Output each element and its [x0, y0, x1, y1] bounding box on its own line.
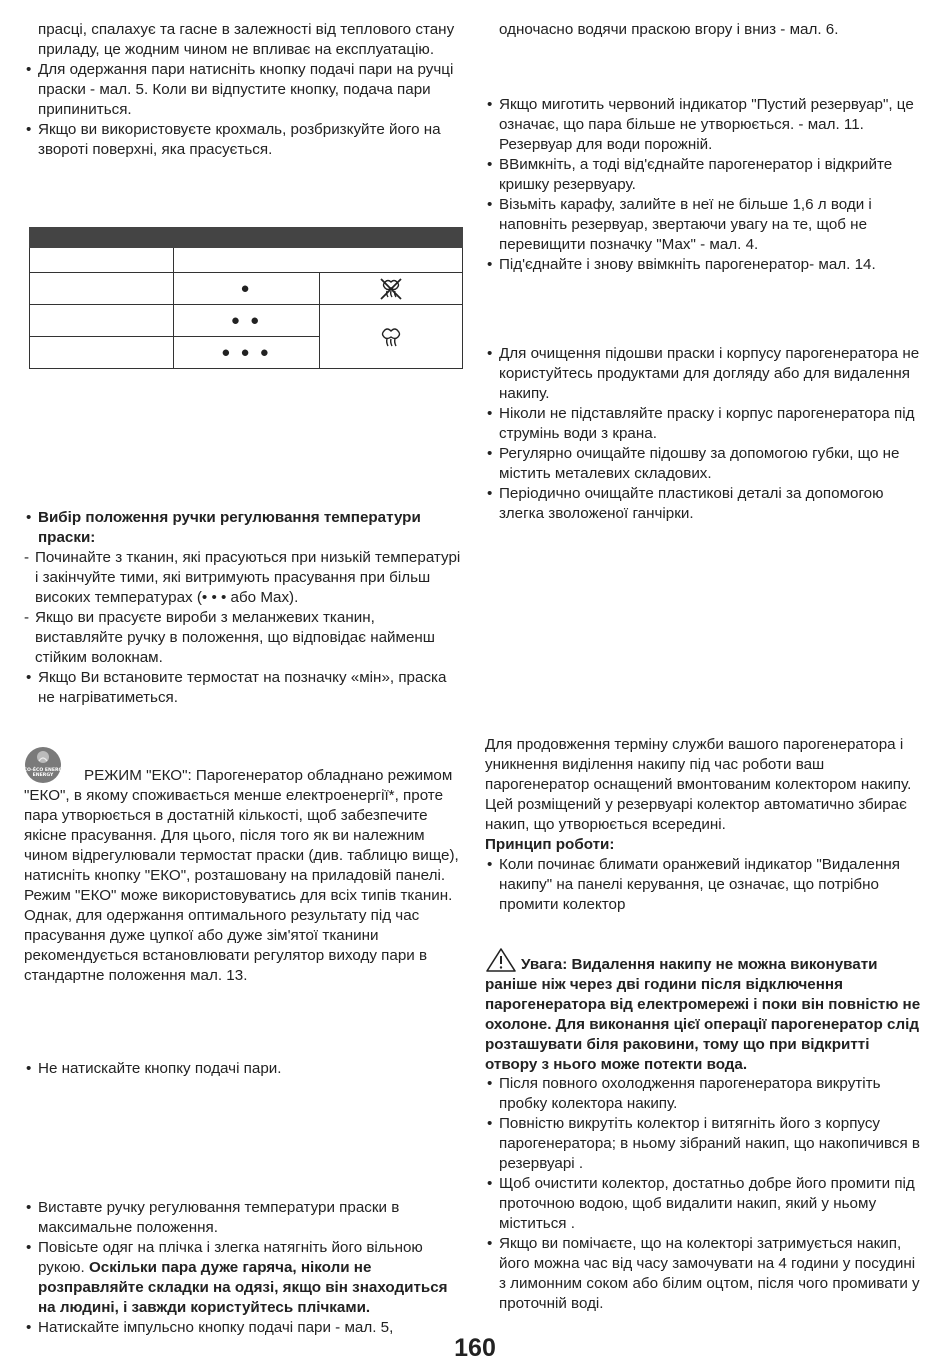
list-item — [24, 120, 464, 160]
list-item — [485, 1114, 925, 1174]
dash-marker: - — [24, 609, 30, 626]
continuation-paragraph: одночасно водячи праскою вгору і вниз - мал. 6. — [499, 21, 839, 38]
page-number: 160 — [454, 1334, 496, 1362]
refill-step: Якщо миготить червоний індикатор "Пустий резервуар", це означає, що пара більше не утворюється. - мал. 11. Резервуар для води порожній. — [499, 96, 914, 153]
eco-section — [24, 766, 464, 986]
bullet-icon: • — [487, 196, 493, 213]
no-steam-icon — [378, 277, 404, 301]
list-item — [24, 668, 464, 708]
eco-paragraph: РЕЖИМ "ЕКО": Парогенератор обладнано режимом "ЕКО", в якому споживається менше електроенергії*, проте пара утворюється в достатній кількості, щоб забезпечите якісне прасування. Для цього, після того як ви належним чином відрегулювали термостат праски (див. таблицю вище), натисніть кнопку "ЕКО", розташовану на приладовій панелі. Режим "ЕКО" може використовуватись для всіх типів тканин. Однак, для одержання оптимального результату під час прасування дуже цупкої або дуже зім'ятої тканини рекомендується встановлювати регулятор виходу пари в стандартне положення мал. 13. — [24, 767, 459, 984]
thermostat-note: Якщо Ви встановите термостат на позначку «мін», праска не нагріватиметься. — [38, 669, 447, 706]
intro-paragraph: прасці, спалахує та гасне в залежності від теплового стану приладу, це жодним чином не впливає на експлуатацію. — [38, 21, 455, 58]
bullet-icon: • — [26, 1239, 32, 1256]
list-item — [24, 1238, 464, 1318]
list-item — [24, 508, 464, 548]
refill-step: Під'єднайте і знову ввімкніть парогенератор- мал. 14. — [499, 256, 876, 273]
list-item — [485, 404, 925, 444]
list-item — [485, 195, 925, 255]
dash-marker: - — [24, 549, 30, 566]
list-item — [485, 344, 925, 404]
left-intro-block — [24, 20, 464, 160]
bullet-icon: • — [487, 856, 493, 873]
warning-text: Увага: Видалення накипу не можна виконувати раніше ніж через дві години після відключення парогенератора від електромережі і поки він повністю не охолоне. Для виконання цієї операції парогенератор слід розташувати біля раковини, тому що при відкритті отвору з нього може потекти вода. — [485, 956, 921, 1073]
bullet-icon: • — [487, 1115, 493, 1132]
refill-section — [485, 95, 925, 275]
vertical-step-1: Виставте ручку регулювання температури праски в максимальне положення. — [38, 1199, 400, 1236]
list-item — [24, 60, 464, 120]
cleaning-item: Ніколи не підставляйте праску і корпус парогенератора під струмінь води з крана. — [499, 405, 915, 442]
temperature-table — [29, 227, 463, 369]
bullet-icon: • — [487, 1235, 493, 1252]
bullet-icon: • — [487, 405, 493, 422]
bullet-icon: • — [487, 345, 493, 362]
principle-heading: Принцип роботи: — [485, 836, 615, 853]
bullet-icon: • — [487, 445, 493, 462]
list-item — [24, 1059, 464, 1079]
bullet-icon: • — [26, 1199, 32, 1216]
refill-step: ВВимкніть, а тоді від'єднайте парогенератор і відкрийте кришку резервуару. — [499, 156, 893, 193]
list-item — [485, 95, 925, 155]
dash-text: Якщо ви прасуєте вироби з меланжевих тканин, виставляйте ручку в положення, що відповідає найменш стійким волокнам. — [35, 609, 435, 666]
bullet-icon: • — [26, 509, 32, 526]
dash-text: Починайте з тканин, які прасуються при низькій температурі і закінчуйте тими, які витримують прасування при більш високих температурах (• • • або Max). — [35, 549, 461, 606]
cleaning-item: Регулярно очищайте підошву за допомогою губки, що не містить металевих складових. — [499, 445, 900, 482]
steam-icon — [379, 325, 403, 349]
bullet-icon: • — [487, 1075, 493, 1092]
table-cell-level-2: ● ● — [230, 311, 263, 329]
bullet-icon: • — [487, 1175, 493, 1192]
descale-steps — [485, 1074, 925, 1314]
descale-section — [485, 735, 925, 915]
continuation-text — [485, 20, 925, 40]
list-item — [24, 548, 464, 608]
bullet-icon: • — [26, 121, 32, 138]
principle-text: Коли починає блимати оранжевий індикатор "Видалення накипу" на панелі керування, це означає, що потрібно промити колектор — [499, 856, 900, 913]
descale-step: Якщо ви помічаєте, що на колекторі затримується накип, його можна час від часу замочувати на 4 години у посудині з лимонним соком або білим оцтом, після чого промивати у проточній воді. — [499, 1235, 920, 1312]
list-item — [485, 855, 925, 915]
descale-step: Після повного охолодження парогенератора викрутіть пробку колектора накипу. — [499, 1075, 881, 1112]
vertical-step-2: Повісьте одяг на плічка і злегка натягніть його вільною рукою. — [38, 1239, 423, 1276]
no-press-text: Не натискайте кнопку подачі пари. — [38, 1060, 282, 1077]
no-press-note — [24, 1059, 464, 1079]
svg-text:ENERGY: ENERGY — [32, 773, 54, 778]
bullet-icon: • — [26, 61, 32, 78]
table-header — [29, 227, 463, 248]
table-cell-level-1: ● — [240, 279, 253, 297]
vertical-steam-section — [24, 1198, 464, 1338]
descale-step: Повністю викрутіть колектор і витягніть його з корпусу парогенератора; в ньому зібраний накип, що накопичився в резервуарі . — [499, 1115, 920, 1172]
list-item — [485, 1174, 925, 1234]
list-item — [24, 1198, 464, 1238]
cleaning-section — [485, 344, 925, 524]
refill-step: Візьміть карафу, залийте в неї не більше 1,6 л води і наповніть резервуар, звертаючи увагу на те, щоб не перевищити позначку "Мах" - мал. 4. — [499, 196, 872, 253]
bullet-icon: • — [487, 485, 493, 502]
list-item — [24, 1318, 464, 1338]
cleaning-item: Періодично очищайте пластикові деталі за допомогою злегка зволоженої ганчірки. — [499, 485, 884, 522]
list-item — [485, 484, 925, 524]
table-cell-level-3: ● ● ● — [221, 343, 272, 361]
vertical-step-3: Натискайте імпульсно кнопку подачі пари - мал. 5, — [38, 1319, 394, 1336]
cleaning-item: Для очищення підошви праски і корпусу парогенератора не користуйтесь продуктами для догляду або для видалення накипу. — [499, 345, 920, 402]
bullet-icon: • — [26, 1319, 32, 1336]
bullet-icon: • — [487, 96, 493, 113]
list-item — [485, 1234, 925, 1314]
bullet-icon: • — [487, 156, 493, 173]
list-item — [485, 155, 925, 195]
vertical-warning: Оскільки пара дуже гаряча, ніколи не розправляйте складки на одязі, якщо він знаходиться на людині, і завжди користуйтесь плічками. — [38, 1259, 448, 1316]
temperature-heading: Вибір положення ручки регулювання температури праски: — [38, 509, 421, 546]
table-cell-no-steam — [320, 273, 462, 304]
descale-intro: Для продовження терміну служби вашого парогенератора і уникнення виділення накипу під час роботи ваш парогенератор оснащений вмонтованим колектором накипу. Цей розміщений у резервуарі колектор автоматично збирає накип, що утворюється всередині. — [485, 736, 912, 833]
warning-block — [485, 955, 925, 1075]
temperature-section — [24, 508, 464, 708]
list-item — [485, 255, 925, 275]
eco-badge-text: ECO-ÉCO ENERGY — [20, 768, 66, 773]
descale-step: Щоб очистити колектор, достатньо добре його промити під проточною водою, щоб видалити накип, який у ньому міститься . — [499, 1175, 915, 1232]
bullet-icon: • — [487, 256, 493, 273]
list-item — [24, 608, 464, 668]
bullet-icon: • — [26, 1060, 32, 1077]
bullet-text: Для одержання пари натисніть кнопку подачі пари на ручці праски - мал. 5. Коли ви відпустите кнопку, подача пари припиниться. — [38, 61, 454, 118]
list-item — [485, 1074, 925, 1114]
bullet-icon: • — [26, 669, 32, 686]
bullet-text: Якщо ви використовуєте крохмаль, розбризкуйте його на звороті поверхні, яка прасується. — [38, 121, 441, 158]
list-item — [485, 444, 925, 484]
table-cell-steam — [320, 305, 462, 368]
